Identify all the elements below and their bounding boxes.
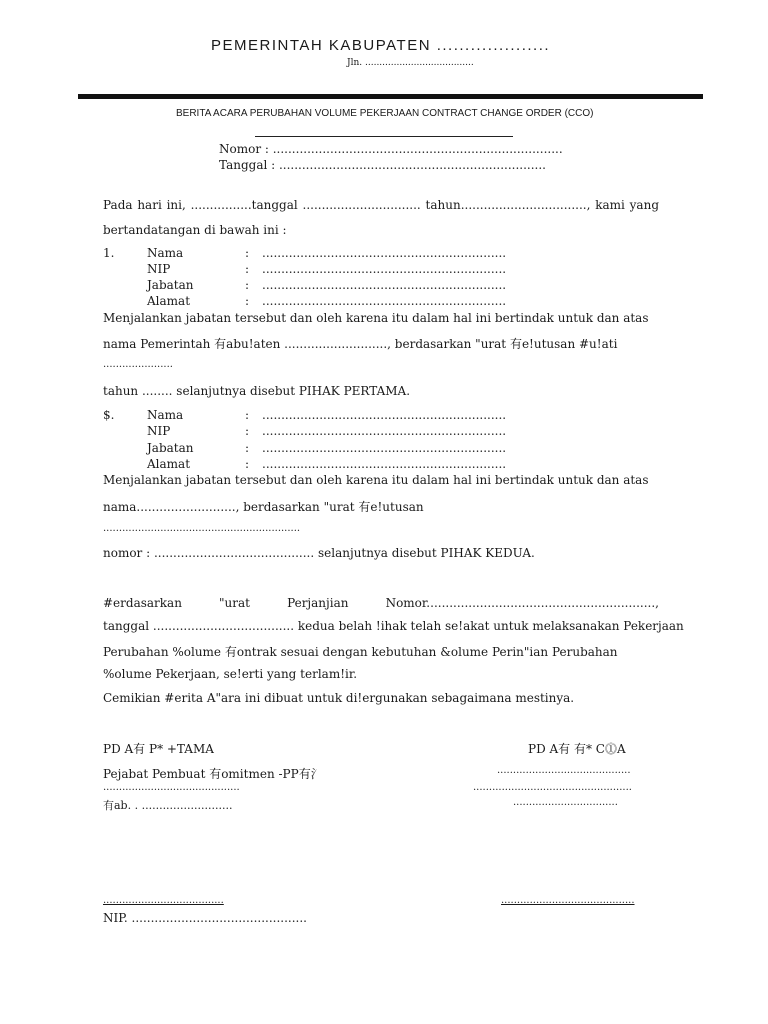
nomor-line: Nomor : ............................................................................ bbox=[219, 142, 563, 156]
field-label: NIP bbox=[147, 262, 171, 276]
basis-line-2: tanggal ..................................... kedua belah !ihak telah se!akat untuk melaksanakan Pekerjaan bbox=[103, 619, 684, 633]
intro-word: ............................... bbox=[302, 198, 421, 212]
right-name-line: .......................................... bbox=[501, 895, 635, 906]
field-colon: : bbox=[245, 262, 250, 276]
basis-word: #erdasarkan bbox=[103, 596, 182, 610]
intro-line-2: bertandatangan di bawah ini : bbox=[103, 223, 287, 237]
field-label: Jabatan bbox=[147, 278, 194, 292]
field-colon: : bbox=[245, 424, 250, 438]
basis-line-3: Perubahan %olume 有ontrak sesuai dengan kebutuhan &olume Perin"ian Perubahan bbox=[103, 645, 618, 659]
party1-paragraph-2: nama Pemerintah 有abu!aten ..........................., berdasarkan "urat 有e!utusan #u!ati bbox=[103, 337, 618, 351]
field-value: ................................................................ bbox=[262, 246, 507, 260]
field-value: ................................................................ bbox=[262, 262, 507, 276]
intro-word: ................tanggal bbox=[190, 198, 298, 212]
government-header: PEMERINTAH KABUPATEN .................... bbox=[211, 37, 551, 54]
left-signatory-role: Pejabat Pembuat 有omitmen -PP有氵 bbox=[103, 767, 323, 781]
basis-word: Nomor............................................................, bbox=[385, 596, 659, 610]
field-label: Jabatan bbox=[147, 441, 194, 455]
party1-number: 1. bbox=[103, 246, 115, 260]
field-label: Alamat bbox=[147, 294, 191, 308]
document-title: BERITA ACARA PERUBAHAN VOLUME PEKERJAAN CONTRACT CHANGE ORDER (CCO) bbox=[176, 108, 594, 119]
field-colon: : bbox=[245, 278, 250, 292]
field-value: ................................................................ bbox=[262, 278, 507, 292]
party1-paragraph-4: tahun ........ selanjutnya disebut PIHAK PERTAMA. bbox=[103, 384, 411, 398]
intro-word: kami bbox=[595, 198, 625, 212]
field-colon: : bbox=[245, 408, 250, 422]
intro-word: Pada bbox=[103, 198, 133, 212]
left-unit-line: 有ab. . .......................... bbox=[103, 799, 233, 812]
party2-paragraph-3: .............................................................. bbox=[103, 523, 301, 534]
left-dots-line-1: ........................................... bbox=[103, 782, 240, 793]
left-name-line: ...................................... bbox=[103, 895, 224, 906]
header-rule bbox=[78, 94, 703, 99]
field-value: ................................................................ bbox=[262, 441, 507, 455]
intro-line-1 bbox=[103, 198, 659, 212]
basis-word: "urat bbox=[219, 596, 250, 610]
basis-line-4: %olume Pekerjaan, se!erti yang terlam!ir. bbox=[103, 667, 358, 681]
intro-word: tahun................................., bbox=[425, 198, 591, 212]
field-value: ................................................................ bbox=[262, 408, 507, 422]
party1-paragraph-3: ...................... bbox=[103, 359, 173, 370]
basis-line-1 bbox=[103, 596, 659, 610]
right-dots-line-1: .................................................. bbox=[473, 782, 632, 793]
field-value: ................................................................ bbox=[262, 294, 507, 308]
closing-sentence: Cemikian #erita A"ara ini dibuat untuk di!ergunakan sebagaimana mestinya. bbox=[103, 691, 575, 705]
intro-word: ini, bbox=[166, 198, 186, 212]
field-value: ................................................................ bbox=[262, 424, 507, 438]
field-label: Nama bbox=[147, 246, 184, 260]
field-label: Nama bbox=[147, 408, 184, 422]
party2-paragraph-1: Menjalankan jabatan tersebut dan oleh karena itu dalam hal ini bertindak untuk dan atas bbox=[103, 473, 649, 487]
party2-number: $. bbox=[103, 408, 115, 422]
field-value: ................................................................ bbox=[262, 457, 507, 471]
intro-word: hari bbox=[137, 198, 162, 212]
title-underline bbox=[255, 136, 513, 137]
right-dots-line-2: ................................. bbox=[513, 797, 618, 808]
left-nip-line: NIP. .............................................. bbox=[103, 911, 307, 925]
field-colon: : bbox=[245, 294, 250, 308]
intro-word: yang bbox=[629, 198, 659, 212]
right-signature-heading: PD A有 有* C⓵A bbox=[528, 742, 626, 756]
party2-paragraph-4: nomor : .......................................... selanjutnya disebut PIHAK KEDUA. bbox=[103, 546, 535, 560]
basis-word: Perjanjian bbox=[287, 596, 349, 610]
party1-paragraph-1: Menjalankan jabatan tersebut dan oleh karena itu dalam hal ini bertindak untuk dan atas bbox=[103, 311, 649, 325]
left-signature-heading: PD A有 P* +TAMA bbox=[103, 742, 214, 756]
field-label: NIP bbox=[147, 424, 171, 438]
party2-paragraph-2: nama.........................., berdasarkan "urat 有e!utusan bbox=[103, 500, 424, 514]
right-dots-line-0: .......................................... bbox=[497, 765, 631, 776]
field-colon: : bbox=[245, 441, 250, 455]
address-line: Jln. ...................................... bbox=[347, 58, 474, 68]
field-colon: : bbox=[245, 457, 250, 471]
field-colon: : bbox=[245, 246, 250, 260]
tanggal-line: Tanggal : ...................................................................... bbox=[219, 158, 546, 172]
field-label: Alamat bbox=[147, 457, 191, 471]
